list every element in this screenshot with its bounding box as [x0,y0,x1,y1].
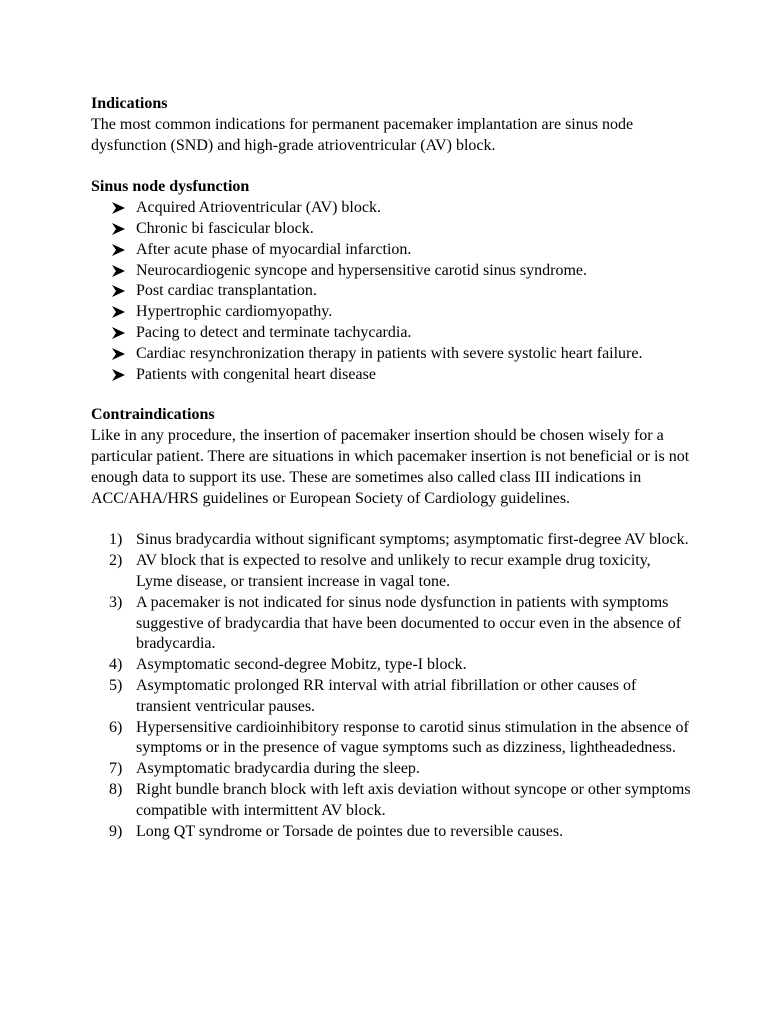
list-item-text: AV block that is expected to resolve and unlikely to recur example drug toxicity, Lyme disease, or transient increase in vagal tone. [136,552,651,590]
indications-heading: Indications [91,95,168,112]
list-item-text: Chronic bi fascicular block. [136,219,314,237]
list-item [91,593,691,655]
list-item [91,759,691,780]
list-item-number: 4) [109,656,123,674]
list-item [91,718,691,760]
list-item [91,676,691,718]
arrowhead-bullet-icon [112,281,126,297]
list-item-text: Post cardiac transplantation. [136,282,317,300]
list-item-text: Asymptomatic prolonged RR interval with atrial fibrillation or other causes of transient ventricular pauses. [136,676,637,715]
contraindications-heading: Contraindications [91,406,215,424]
sinus-node-section [91,177,691,385]
list-item-text: Hypersensitive cardioinhibitory response to carotid sinus stimulation in the absence of symptoms or in the presence of vague symptoms such as dizziness, lightheadedness. [136,718,689,757]
list-item [91,551,691,593]
list-item-text: Long QT syndrome or Torsade de pointes due to reversible causes. [136,822,564,840]
list-item [91,261,691,282]
arrowhead-bullet-icon [112,219,126,235]
arrowhead-bullet-icon [112,365,126,381]
arrowhead-bullet-icon [112,198,126,214]
list-item-text: Sinus bradycardia without significant symptoms; asymptomatic first-degree AV block. [136,531,689,549]
list-item-text: Hypertrophic cardiomyopathy. [136,303,333,321]
list-item [91,344,691,365]
contraindications-paragraph: Like in any procedure, the insertion of pacemaker insertion should be chosen wisely for a particular patient. There are situations in which pacemaker insertion is not beneficial or is not enough data to support its use. These are sometimes also called class III indications in ACC/AHA/HRS guidelines or European Society of Cardiology guidelines. [91,427,690,507]
list-item [91,240,691,261]
list-item-number: 1) [109,531,123,549]
list-item-number: 5) [109,676,123,694]
list-item [91,198,691,219]
indications-section [91,94,691,156]
list-item-text: Asymptomatic bradycardia during the sleep. [136,760,420,778]
list-item [91,281,691,302]
list-item [91,530,691,551]
list-item-text: A pacemaker is not indicated for sinus node dysfunction in patients with symptoms suggestive of bradycardia that have been documented to occur even in the absence of bradycardia. [136,593,682,653]
list-item [91,323,691,344]
arrowhead-bullet-icon [112,240,126,256]
list-item [91,302,691,323]
indications-paragraph: The most common indications for permanent pacemaker implantation are sinus node dysfunction (SND) and high-grade atrioventricular (AV) block. [91,115,634,154]
sinus-node-heading: Sinus node dysfunction [91,178,250,196]
list-item-text: Right bundle branch block with left axis deviation without syncope or other symptoms compatible with intermittent AV block. [136,780,691,819]
list-item [91,780,691,822]
arrowhead-bullet-icon [112,302,126,318]
contraindications-list [91,530,691,842]
list-item [91,365,691,386]
list-item-number: 2) [109,552,123,570]
list-item-number: 7) [109,760,123,778]
list-item-text: Neurocardiogenic syncope and hypersensitive carotid sinus syndrome. [136,261,587,279]
list-item-number: 9) [109,822,123,840]
list-item [91,219,691,240]
list-item-number: 6) [109,718,123,736]
arrowhead-bullet-icon [112,261,126,277]
list-item-text: Patients with congenital heart disease [136,365,376,383]
list-item-text: Asymptomatic second-degree Mobitz, type-I block. [136,656,467,674]
list-item-text: After acute phase of myocardial infarction. [136,240,412,258]
sinus-node-list [91,198,691,385]
contraindications-section [91,405,691,842]
arrowhead-bullet-icon [112,323,126,339]
arrowhead-bullet-icon [112,344,126,360]
list-item-text: Cardiac resynchronization therapy in patients with severe systolic heart failure. [136,344,643,362]
list-item-number: 3) [109,593,123,611]
list-item [91,655,691,676]
list-item-number: 8) [109,780,123,798]
document-page [91,94,691,842]
list-item-text: Pacing to detect and terminate tachycardia. [136,323,412,341]
list-item [91,822,691,843]
list-item-text: Acquired Atrioventricular (AV) block. [136,199,381,217]
